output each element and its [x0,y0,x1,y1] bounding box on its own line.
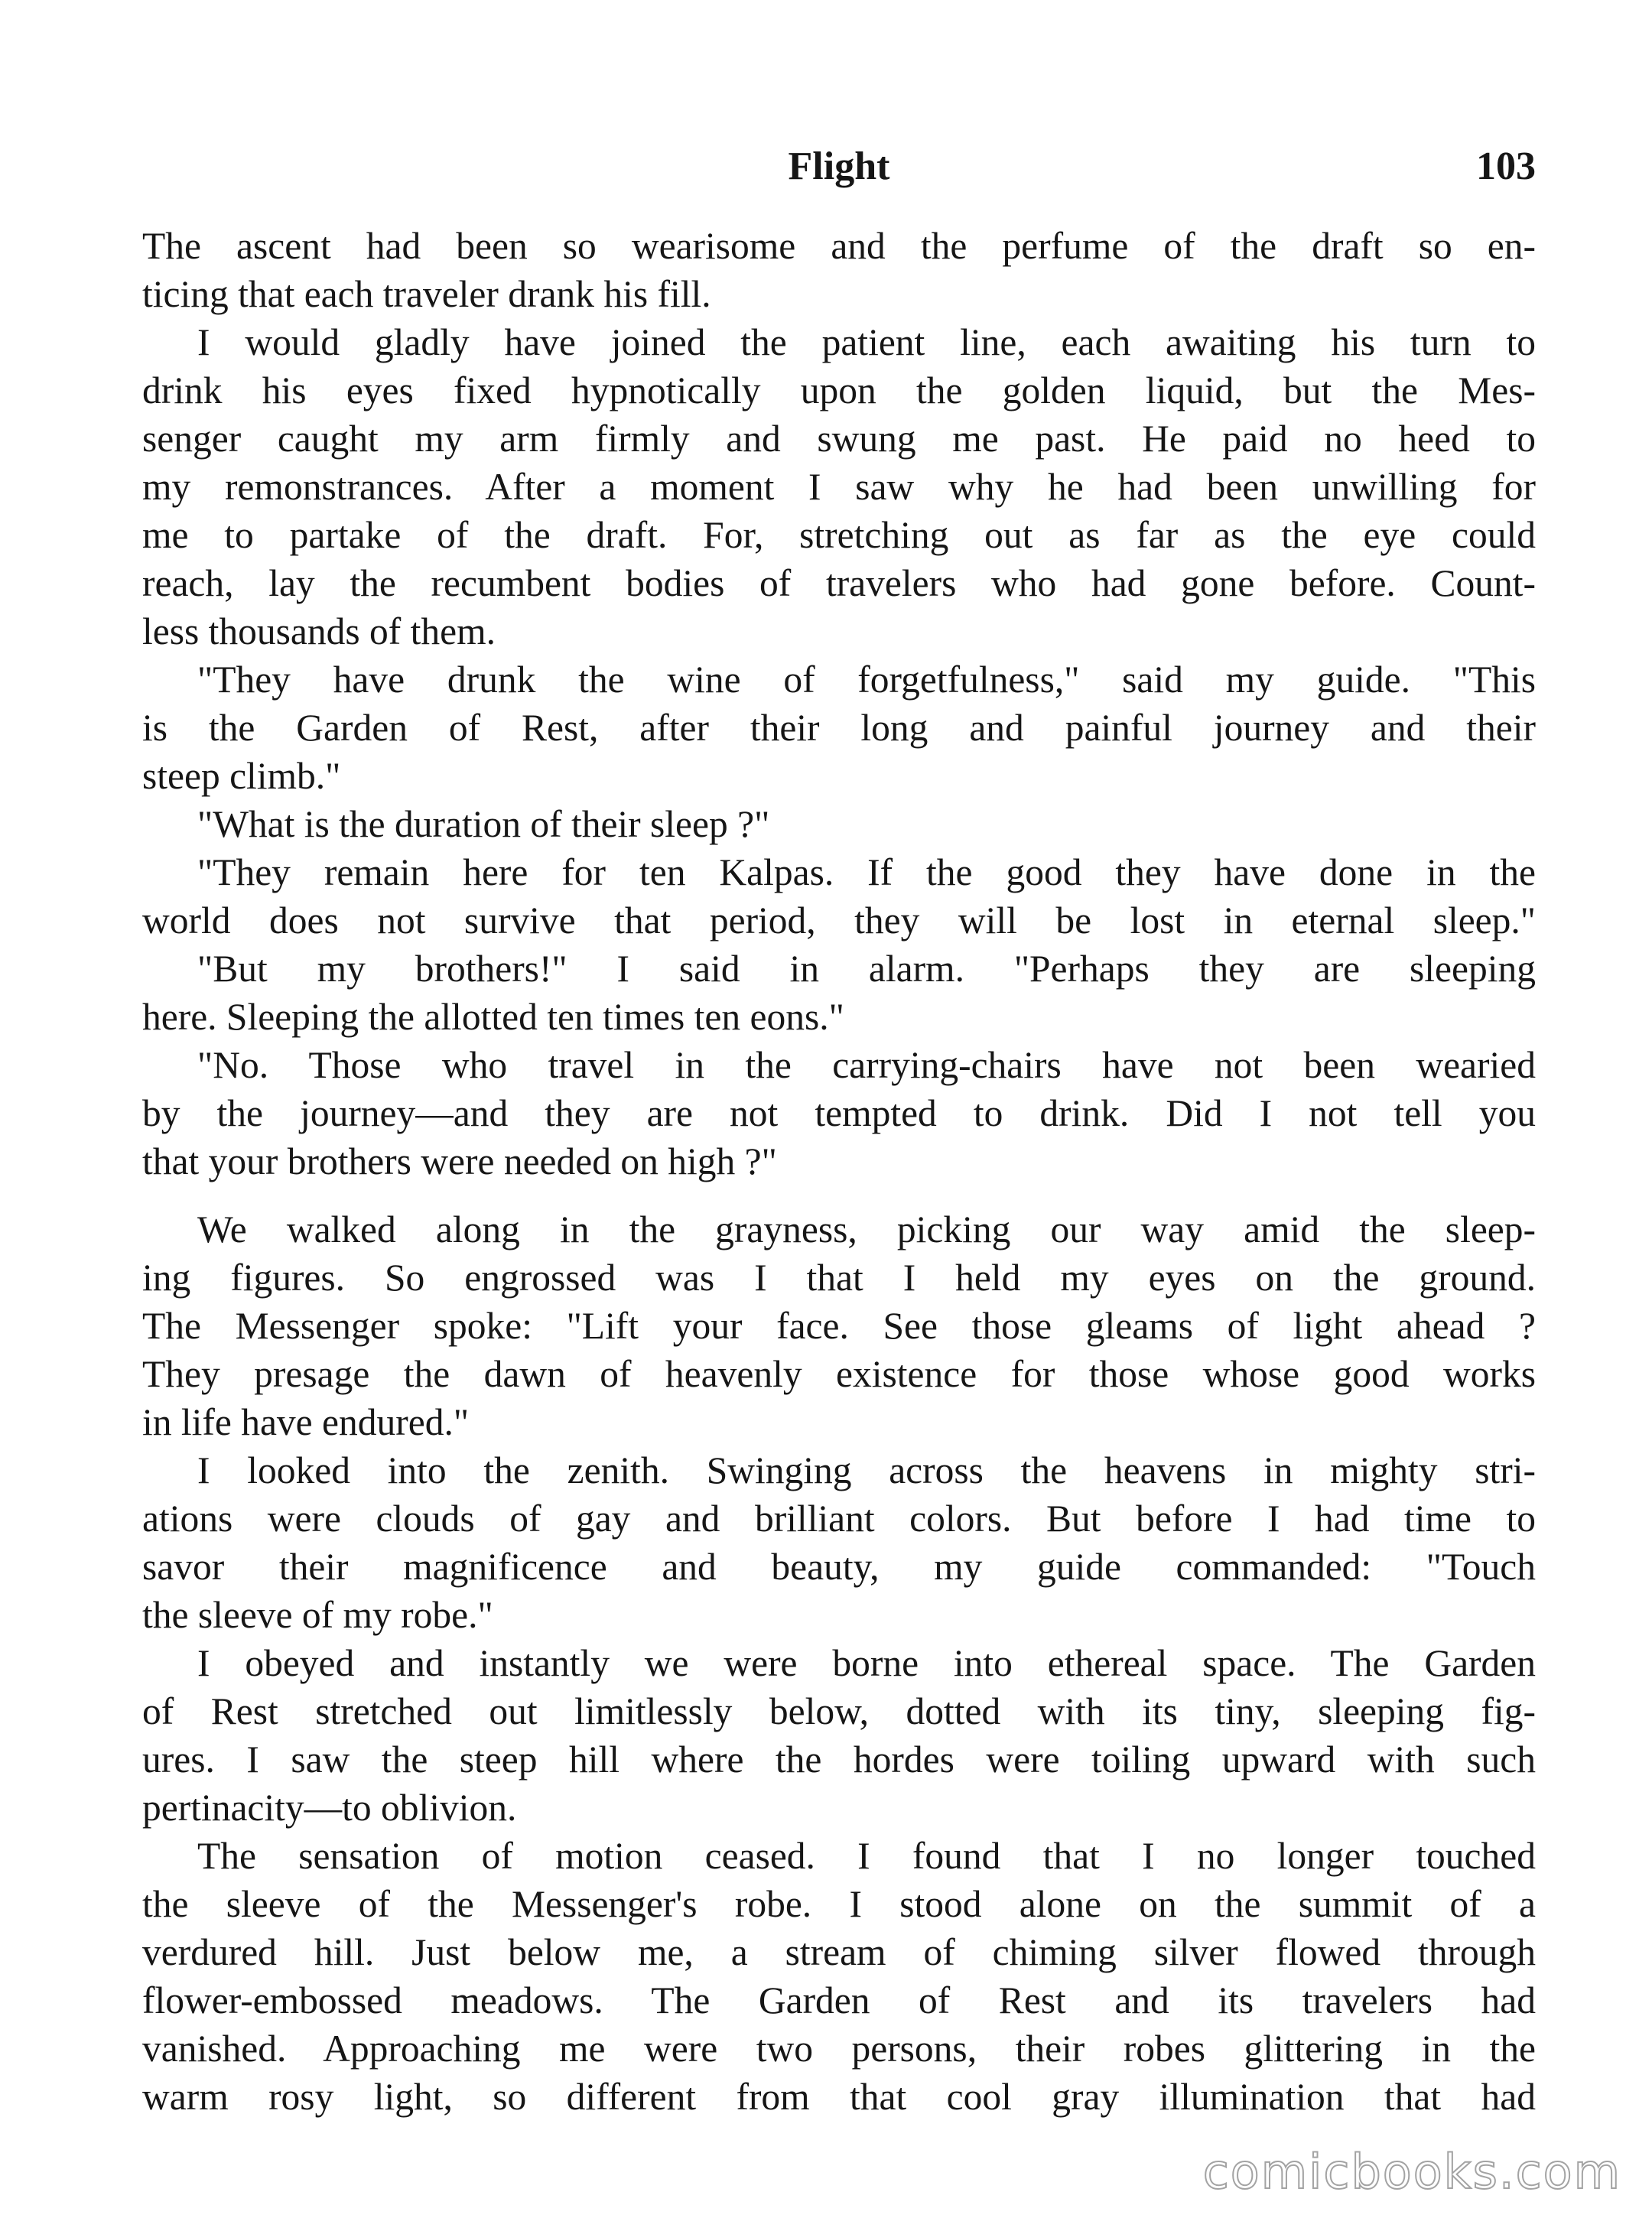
text-line: that your brothers were needed on high ?" [142,1140,777,1182]
text-line: is the Garden of Rest, after their long and painful journey and their [142,707,1536,749]
paragraph-break [142,1185,1536,1205]
text-line: ticing that each traveler drank his fill. [142,273,711,315]
text-line: drink his eyes fixed hypnotically upon the golden liquid, but the Mes- [142,369,1536,411]
page-number: 103 [1476,145,1536,188]
text-line: of Rest stretched out limitlessly below, dotted with its tiny, sleeping fig- [142,1690,1536,1732]
text-line: my remonstrances. After a moment I saw why he had been unwilling for [142,466,1536,508]
text-line: savor their magnificence and beauty, my guide commanded: "Touch [142,1546,1536,1588]
text-line: the sleeve of my robe." [142,1594,493,1636]
text-line: warm rosy light, so different from that cool gray illumination that had [142,2076,1536,2118]
text-line: "What is the duration of their sleep ?" [197,803,770,845]
text-line: They presage the dawn of heavenly existence for those whose good works [142,1353,1536,1395]
text-line: The Messenger spoke: "Lift your face. See those gleams of light ahead ? [142,1305,1536,1347]
body-text [142,222,1536,2121]
text-line: the sleeve of the Messenger's robe. I stood alone on the summit of a [142,1883,1536,1925]
text-line: The ascent had been so wearisome and the perfume of the draft so en- [142,225,1536,267]
text-line: ures. I saw the steep hill where the hordes were toiling upward with such [142,1738,1536,1781]
text-line: "But my brothers!" I said in alarm. "Perhaps they are sleeping [197,948,1536,990]
text-line: less thousands of them. [142,610,496,652]
text-line: The sensation of motion ceased. I found that I no longer touched [197,1835,1536,1877]
text-line: "They remain here for ten Kalpas. If the good they have done in the [197,851,1536,893]
text-line: senger caught my arm firmly and swung me past. He paid no heed to [142,418,1536,460]
text-line: steep climb." [142,755,341,797]
chapter-title: Flight [788,145,890,188]
text-line: verdured hill. Just below me, a stream of chiming silver flowed through [142,1931,1536,1973]
text-line: We walked along in the grayness, picking our way amid the sleep- [197,1208,1536,1250]
text-line: ing figures. So engrossed was I that I held my eyes on the ground. [142,1257,1536,1299]
site-watermark: comicbooks.com [1202,2144,1621,2200]
text-line: by the journey—and they are not tempted to drink. Did I not tell you [142,1092,1536,1134]
text-line: vanished. Approaching me were two persons, their robes glittering in the [142,2028,1536,2070]
text-line: I looked into the zenith. Swinging across the heavens in mighty stri- [197,1449,1536,1491]
text-line: world does not survive that period, they will be lost in eternal sleep." [142,899,1536,942]
text-line: reach, lay the recumbent bodies of travelers who had gone before. Count- [142,562,1536,604]
text-line: me to partake of the draft. For, stretching out as far as the eye could [142,514,1536,556]
text-line: ations were clouds of gay and brilliant colors. But before I had time to [142,1498,1536,1540]
text-line: I would gladly have joined the patient line, each awaiting his turn to [197,321,1536,363]
text-line: "No. Those who travel in the carrying-chairs have not been wearied [197,1044,1536,1086]
text-line: I obeyed and instantly we were borne into ethereal space. The Garden [197,1642,1536,1684]
text-line: "They have drunk the wine of forgetfulness," said my guide. "This [197,659,1536,701]
text-line: flower-embossed meadows. The Garden of Rest and its travelers had [142,1979,1536,2021]
text-line: pertinacity—to oblivion. [142,1787,517,1829]
text-line: here. Sleeping the allotted ten times ten eons." [142,996,844,1038]
text-line: in life have endured." [142,1401,470,1443]
running-head [142,136,1536,197]
